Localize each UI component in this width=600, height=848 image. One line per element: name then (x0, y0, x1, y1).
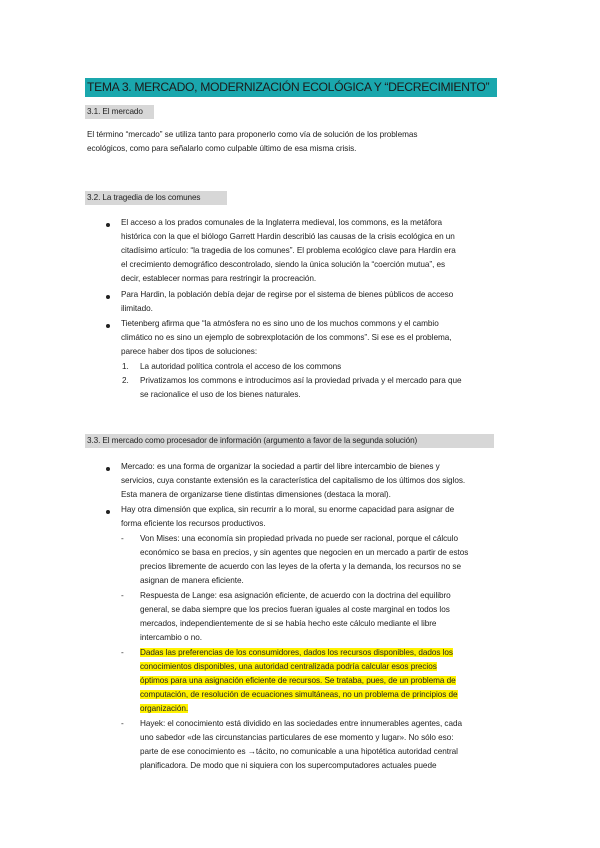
section-3-2-heading: 3.2. La tragedia de los comunes (87, 193, 201, 202)
section-3-3-heading: 3.3. El mercado como procesador de información (argumento a favor de la segunda solución) (87, 436, 418, 445)
list-number: 2. (122, 376, 129, 385)
dash-marker: - (121, 534, 124, 543)
highlighted-sub-item: Dadas las preferencias de los consumidores, dados los recursos disponibles, dados los conocimientos disponibles, una autoridad centralizada podría calcular esos precios óptimos para una asignación eficiente de recursos. Se trataba, pues, de un problema de computación, de resolución de ecuaciones simultáneas, no un problema de principios de organización. (140, 648, 458, 714)
bullet-icon (106, 467, 110, 471)
list-number: 1. (122, 362, 129, 371)
dash-marker: - (121, 719, 124, 728)
document-title: TEMA 3. MERCADO, MODERNIZACIÓN ECOLÓGICA Y “DECRECIMIENTO” (87, 80, 490, 94)
list-item: Mercado: es una forma de organizar la sociedad a partir del libre intercambio de bienes y servicios, cuya constante extensión es la característica del capitalismo de los últimos dos siglos. Esta manera de organizarse tiene distintas dimensiones (destaca la moral). (121, 462, 466, 500)
numbered-item: La autoridad política controla el acceso de los commons (140, 362, 342, 371)
numbered-item: Privatizamos los commons e introducimos así la proviedad privada y el mercado para que se racionalice el uso de los bienes naturales. (140, 376, 462, 400)
list-item: Para Hardin, la población debía dejar de regirse por el sistema de bienes públicos de acceso ilimitado. (121, 290, 454, 314)
section-3-1-paragraph: El término “mercado” se utiliza tanto para proponerlo como vía de solución de los problemas ecológicos, como para señalarlo como culpable último de esa misma crisis. (87, 130, 418, 154)
bullet-icon (106, 295, 110, 299)
list-item: Tietenberg afirma que “la atmósfera no es sino uno de los muchos commons y el cambio climático no es sino un ejemplo de sobrexplotación de los commons”. Si ese es el problema, parece haber dos tipos de soluciones: (121, 319, 452, 357)
dash-marker: - (121, 591, 124, 600)
dash-marker: - (121, 648, 124, 657)
list-item: Hay otra dimensión que explica, sin recurrir a lo moral, su enorme capacidad para asignar de forma eficiente los recursos productivos. (121, 505, 455, 529)
sub-item: Von Mises: una economía sin propiedad privada no puede ser racional, porque el cálculo económico se basa en precios, y sin agentes que negocien en un mercado a partir de estos precios libremente de acuerdo con las leyes de la oferta y la demanda, los recursos no se asignan de manera eficiente. (140, 534, 469, 586)
sub-item: Respuesta de Lange: esa asignación eficiente, de acuerdo con la doctrina del equilibro general, se daba siempre que los precios fueran iguales al coste marginal en todos los mercados, independientemente de si se había hecho este cálculo mediante el libre intercambio o no. (140, 591, 451, 643)
list-item: El acceso a los prados comunales de la Inglaterra medieval, los commons, es la metáfora histórica con la que el biólogo Garrett Hardin describió las causas de la crisis ecológica en un citadísimo artículo: “la tragedia de los comunes”. El problema ecológico clave para Hardin era el crecimiento demográfico descontrolado, siendo la única solución la “coerción mutua”, es decir, establecer normas para restringir la procreación. (121, 218, 456, 284)
section-3-1-heading: 3.1. El mercado (87, 107, 143, 116)
bullet-icon (106, 223, 110, 227)
bullet-icon (106, 510, 110, 514)
bullet-icon (106, 324, 110, 328)
sub-item: Hayek: el conocimiento está dividido en las sociedades entre innumerables agentes, cada uno sabedor «de las circunstancias particulares de ese momento y lugar». No sólo eso: parte de ese conocimiento es →tácito, no comunicable a una hipotética autoridad central planificadora. De modo que ni siquiera con los supercomputadores actuales puede (140, 719, 462, 771)
